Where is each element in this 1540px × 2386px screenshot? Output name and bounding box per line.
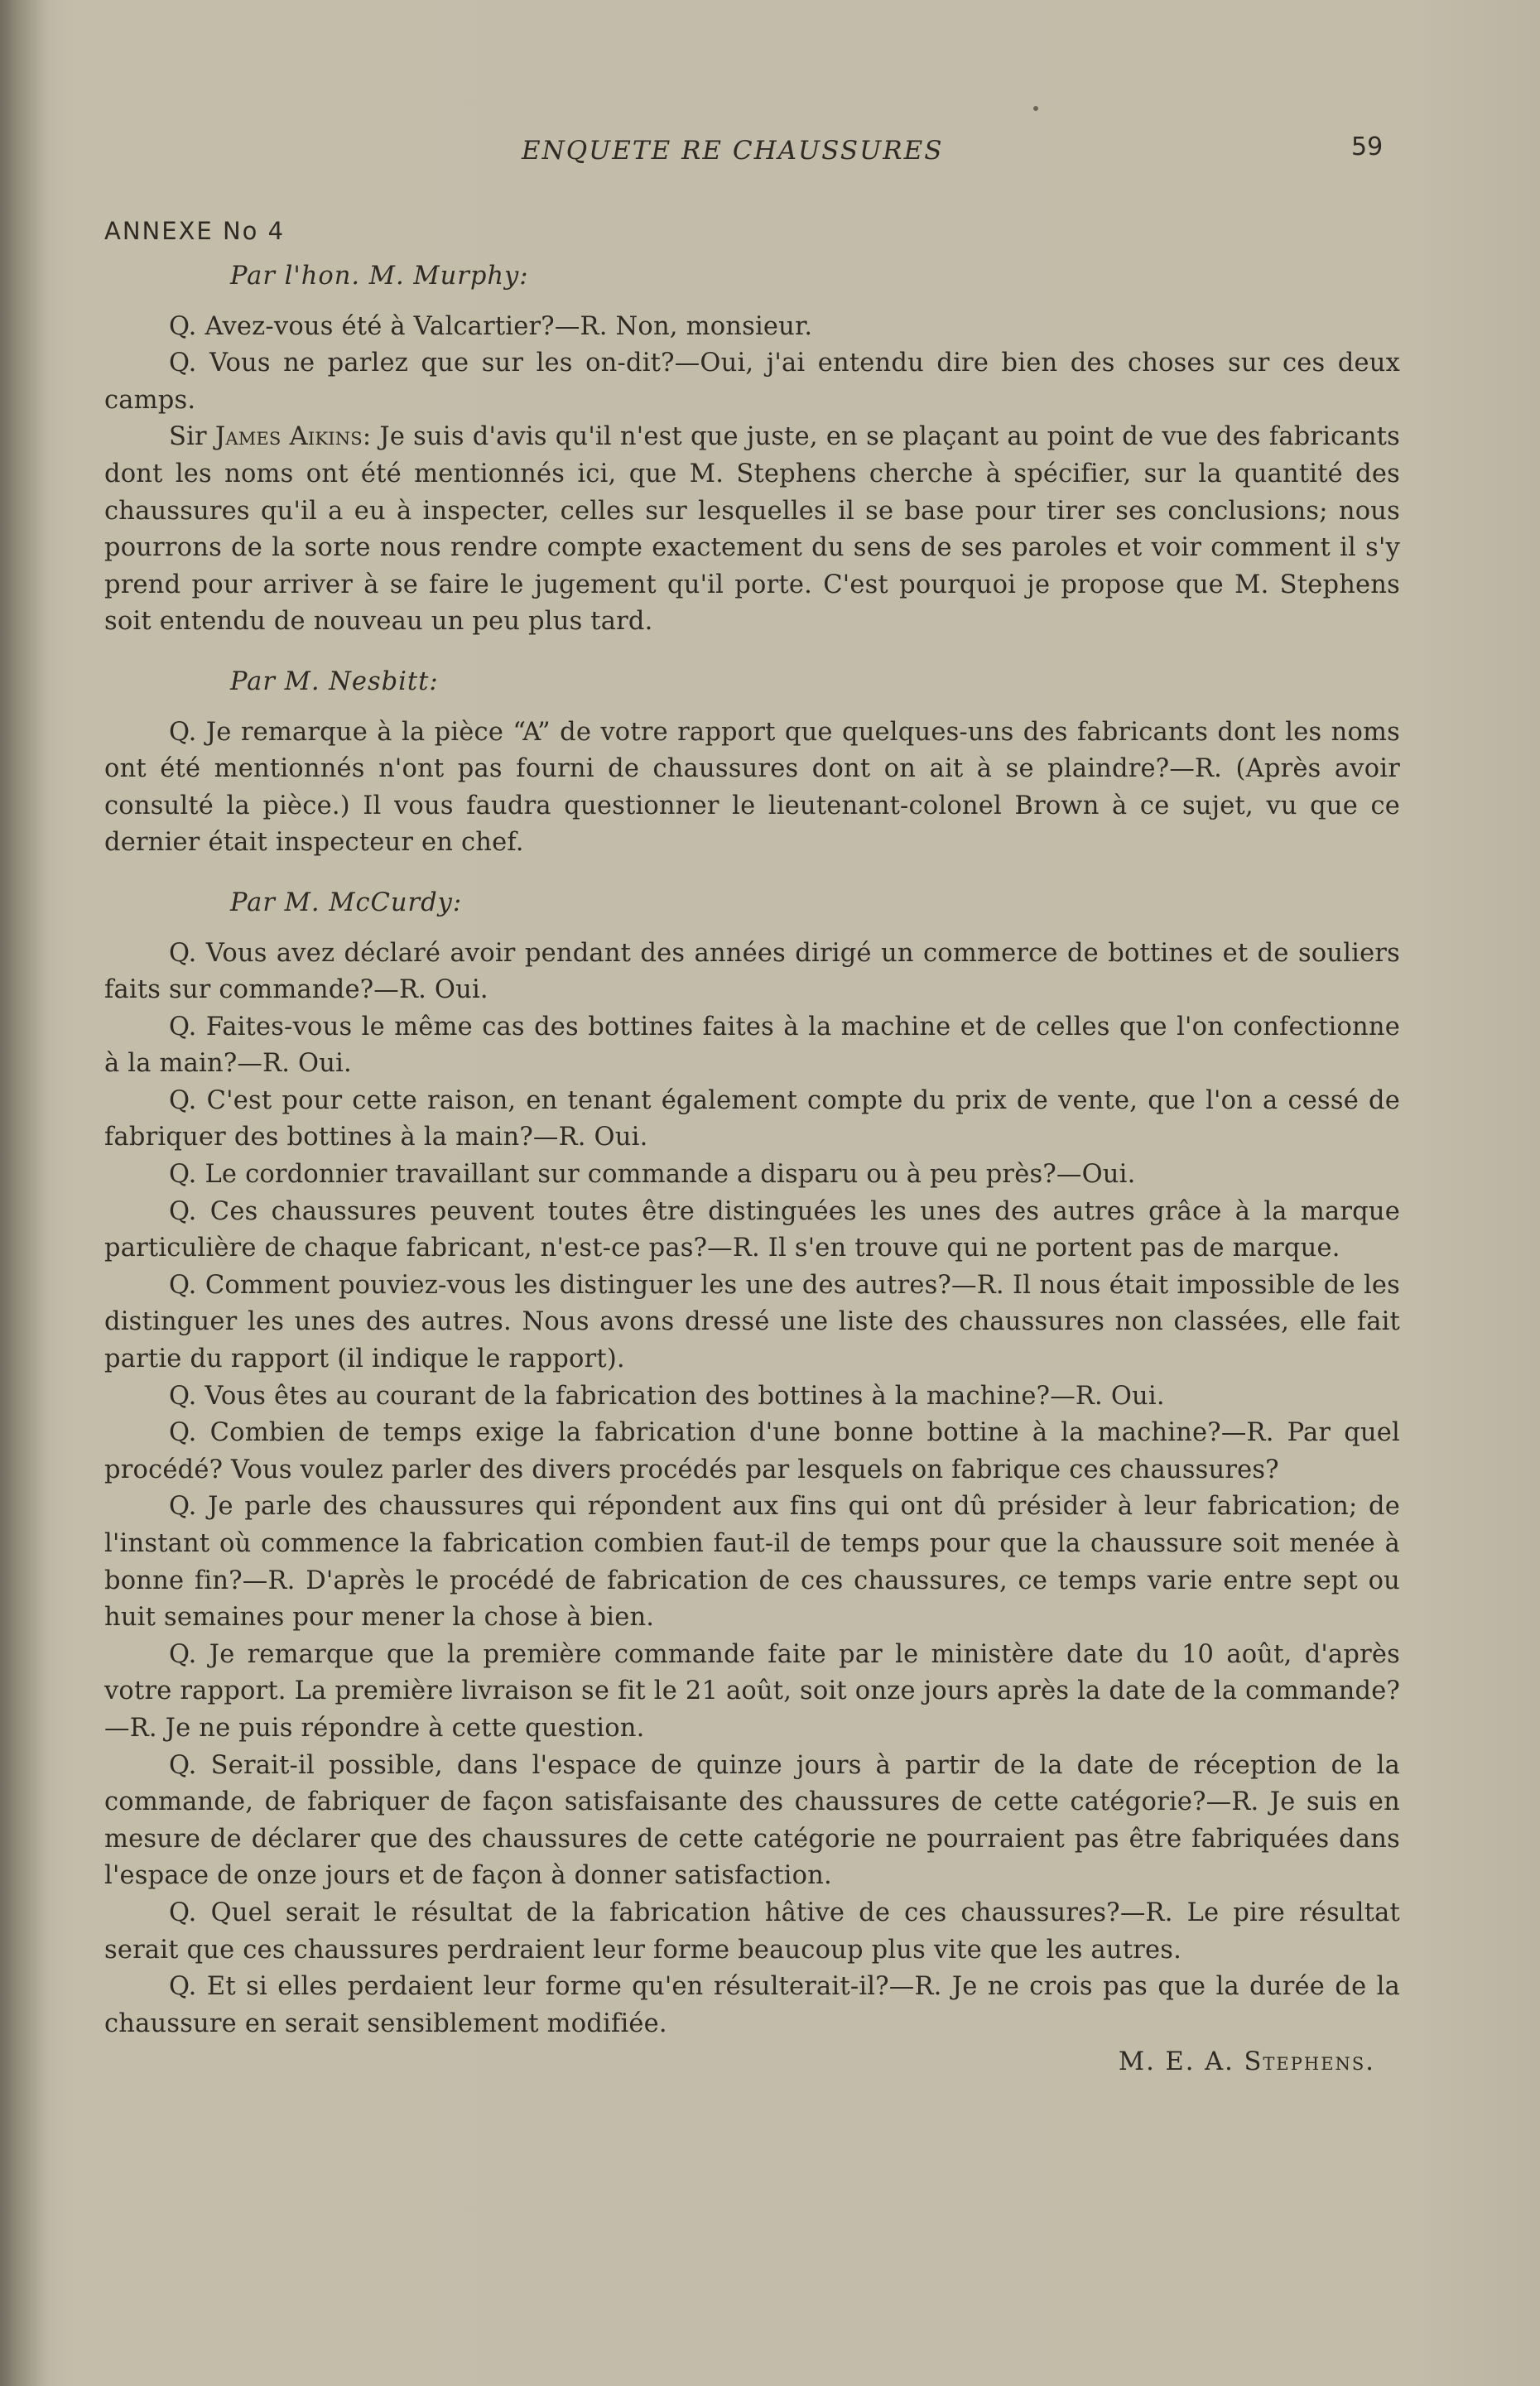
paragraph: Q. Je parle des chaussures qui répondent aux fins qui ont dû présider à leur fabrication; de l'instant où commence la fabrication combien faut-il de temps pour que la chaussure soit menée à bonne fin?—R. D'après le procédé de fabrication de ces chaussures, ce temps varie entre sept ou huit semaines pour mener la chose à bien. bbox=[104, 1492, 1400, 1633]
paragraph: Q. Le cordonnier travaillant sur commande a disparu ou à peu près?—Oui. bbox=[169, 1160, 1136, 1190]
page-binding-shadow bbox=[0, 0, 50, 2386]
paragraph: Q. Vous ne parlez que sur les on-dit?—Oui, j'ai entendu dire bien des choses sur ces deux camps. bbox=[104, 349, 1400, 415]
speaker-text: : Je suis d'avis qu'il n'est que juste, en se plaçant au point de vue des fabricants dont les noms ont été mentionnés ici, que M. Stephens cherche à spécifier, sur la quantité des chaussures qu'il a eu à inspecter, celles sur lesquelles il se base pour tirer ses conclusions; nous pourrons de la sorte nous rendre compte exactement du sens de ses paroles et voir comment il s'y prend pour arriver à se faire le jugement qu'il porte. C'est pourquoi je propose que M. Stephens soit entendu de nouveau un peu plus tard. bbox=[104, 422, 1400, 637]
paragraph: Q. Faites-vous le même cas des bottines faites à la machine et de celles que l'on confectionne à la main?—R. Oui. bbox=[104, 1012, 1400, 1079]
paragraph: Q. Avez-vous été à Valcartier?—R. Non, monsieur. bbox=[169, 311, 813, 341]
paragraph: Q. Vous avez déclaré avoir pendant des années dirigé un commerce de bottines et de souliers faits sur commande?—R. Oui. bbox=[104, 938, 1400, 1005]
paragraph: Q. Je remarque que la première commande faite par le ministère date du 10 août, d'après votre rapport. La première livraison se fit le 21 août, soit onze jours après la date de la commande?—R. Je ne puis répondre à cette question. bbox=[104, 1639, 1400, 1743]
running-title: ENQUETE RE CHAUSSURES bbox=[522, 136, 944, 166]
paragraph: Q. Serait-il possible, dans l'espace de quinze jours à partir de la date de réception de la commande, de fabriquer de façon satisfaisante des chaussures de cette catégorie?—R. Je suis en mesure de déclarer que des chaussures de cette catégorie ne pourraient pas être fabriquées dans l'espace de onze jours et de façon à donner satisfaction. bbox=[104, 1750, 1400, 1891]
paragraph: Q. Quel serait le résultat de la fabrication hâtive de ces chaussures?—R. Le pire résultat serait que ces chaussures perdraient leur forme beaucoup plus vite que les autres. bbox=[104, 1898, 1400, 1965]
section-heading: Par M. Nesbitt: bbox=[230, 666, 439, 696]
signature: M. E. A. Stephens. bbox=[1118, 2047, 1375, 2077]
paragraph: Q. Combien de temps exige la fabrication d'une bonne bottine à la machine?—R. Par quel procédé? Vous voulez parler des divers procédés par lesquels on fabrique ces chaussures? bbox=[104, 1418, 1400, 1484]
paper-speck bbox=[1033, 106, 1038, 111]
annex-label: ANNEXE No 4 bbox=[104, 217, 286, 245]
paragraph: Q. Comment pouviez-vous les distinguer les une des autres?—R. Il nous était impossible de les distinguer les unes des autres. Nous avons dressé une liste des chaussures non classées, elle fait partie du rapport (il indique le rapport). bbox=[104, 1270, 1400, 1374]
speaker-intro: Sir bbox=[169, 422, 215, 452]
page-number: 59 bbox=[1351, 132, 1384, 161]
page-header bbox=[0, 131, 1540, 172]
paragraph: Q. C'est pour cette raison, en tenant également compte du prix de vente, que l'on a cessé de fabriquer des bottines à la main?—R. Oui. bbox=[104, 1085, 1400, 1152]
paragraph: Q. Je remarque à la pièce “A” de votre rapport que quelques-uns des fabricants dont les noms ont été mentionnés n'ont pas fourni de chaussures dont on ait à se plaindre?—R. (Après avoir consulté la pièce.) Il vous faudra questionner le lieutenant-colonel Brown à ce sujet, vu que ce dernier était inspecteur en chef. bbox=[104, 717, 1400, 858]
paragraph: Q. Et si elles perdaient leur forme qu'en résulterait-il?—R. Je ne crois pas que la durée de la chaussure en serait sensiblement modifiée. bbox=[104, 1972, 1400, 2038]
speaker-paragraph bbox=[104, 419, 1400, 641]
section-heading: Par l'hon. M. Murphy: bbox=[230, 262, 529, 291]
document-body bbox=[104, 258, 1400, 2081]
section-heading: Par M. McCurdy: bbox=[230, 888, 463, 917]
speaker-name: James Aikins bbox=[214, 422, 363, 452]
paragraph: Q. Vous êtes au courant de la fabrication des bottines à la machine?—R. Oui. bbox=[169, 1381, 1165, 1411]
paragraph: Q. Ces chaussures peuvent toutes être distinguées les unes des autres grâce à la marque particulière de chaque fabricant, n'est-ce pas?—R. Il s'en trouve qui ne portent pas de marque. bbox=[104, 1196, 1400, 1263]
